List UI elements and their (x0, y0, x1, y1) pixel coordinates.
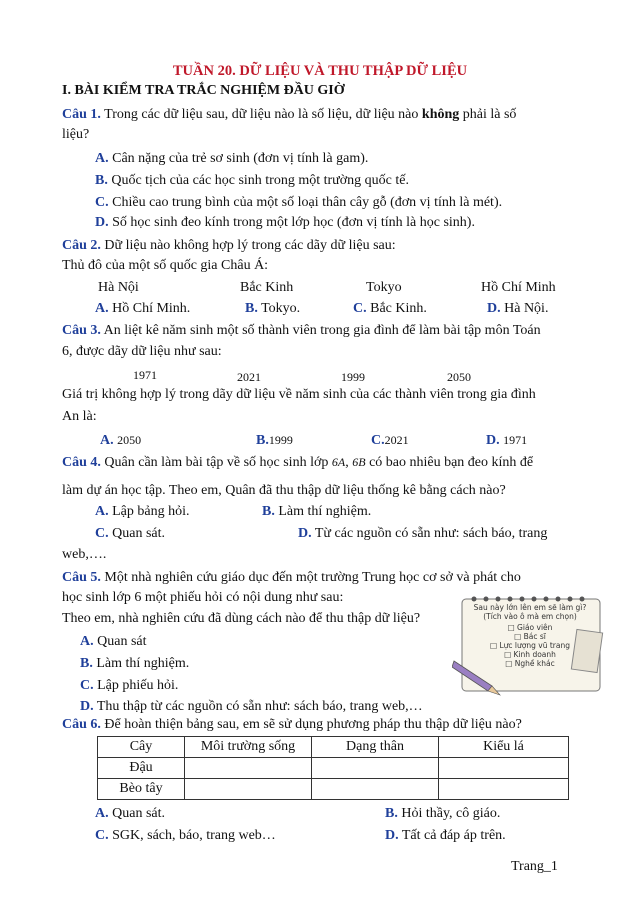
list-item: 1971 (133, 368, 157, 382)
table-row (98, 758, 569, 779)
option: A. Quan sát. (95, 806, 166, 821)
option: B. Quốc tịch của các học sinh trong một trường quốc tế. (95, 173, 409, 188)
note-subtitle: (Tích vào ô mà em chọn) (483, 612, 577, 621)
question-3-cont: Giá trị không hợp lý trong dãy dữ liệu về năm sinh của các thành viên trong gia đình (62, 387, 536, 402)
question-5-cont: học sinh lớp 6 một phiếu hỏi có nội dung như sau: (62, 590, 344, 605)
note-choice: □ Nghề khác (505, 659, 555, 668)
note-title: Sau này lớn lên em sẽ làm gì? (473, 603, 587, 612)
page-number: Trang_1 (511, 859, 558, 874)
table-header: Dạng thân (312, 737, 439, 758)
option: C. Bắc Kinh. (353, 301, 427, 316)
question-3-cont: An là: (62, 409, 97, 424)
question-3-cont: 6, được dãy dữ liệu như sau: (62, 344, 222, 359)
list-item: Bắc Kinh (240, 280, 294, 295)
question-4: Câu 4. Quân cần làm bài tập về số học sinh lớp 6A, 6B có bao nhiêu bạn đeo kính để (62, 455, 534, 470)
option: B. Làm thí nghiệm. (262, 504, 372, 519)
list-item: Tokyo (366, 280, 402, 295)
option: D. 1971 (486, 433, 528, 448)
note-choice: □ Kinh doanh (504, 650, 556, 659)
option-cont: web,…. (62, 547, 107, 562)
option: C. Chiều cao trung bình của một số loại thân cây gỗ (đơn vị tính là mét). (95, 195, 503, 210)
list-item: Hà Nội (98, 280, 139, 295)
question-2-cont: Thủ đô của một số quốc gia Châu Á: (62, 258, 269, 273)
question-5: Câu 5. Một nhà nghiên cứu giáo dục đến một trường Trung học cơ sở và phát cho (62, 570, 521, 585)
table-cell (312, 758, 439, 779)
option: D. Hà Nội. (487, 301, 549, 316)
option: A. Quan sát (80, 634, 147, 649)
note-choice: □ Giáo viên (507, 623, 553, 632)
list-item: 2050 (447, 370, 471, 384)
option: B.1999 (256, 433, 293, 448)
table-header: Môi trường sống (185, 737, 312, 758)
option: A. Lập bảng hỏi. (95, 504, 190, 519)
table-cell (439, 779, 569, 800)
option: C. SGK, sách, báo, trang web… (95, 828, 276, 843)
option: B. Tokyo. (245, 301, 301, 316)
table-cell (185, 779, 312, 800)
option: D. Thu thập từ các nguồn có sẵn như: sách báo, trang web,… (80, 699, 423, 714)
table-cell: Bèo tây (98, 779, 185, 800)
question-1-cont: liệu? (62, 127, 90, 142)
data-table (97, 736, 569, 800)
list-item: Hồ Chí Minh (481, 280, 556, 295)
option: A. Cân nặng của trẻ sơ sinh (đơn vị tính là gam). (95, 151, 369, 166)
table-cell (312, 779, 439, 800)
list-item: 1999 (341, 370, 365, 384)
table-cell (185, 758, 312, 779)
note-choice: □ Lực lượng vũ trang (490, 641, 570, 650)
question-5-cont: Theo em, nhà nghiên cứu đã dùng cách nào để thu thập dữ liệu? (62, 611, 421, 626)
table-cell (439, 758, 569, 779)
table-header: Cây (98, 737, 185, 758)
option: C. Quan sát. (95, 526, 166, 541)
note-choice: □ Bác sĩ (514, 632, 546, 641)
question-2: Câu 2. Dữ liệu nào không hợp lý trong các dãy dữ liệu sau: (62, 238, 396, 253)
option: D. Số học sinh đeo kính trong một lớp học (đơn vị tính là học sinh). (95, 215, 475, 230)
table-cell: Đậu (98, 758, 185, 779)
option: A. Hồ Chí Minh. (95, 301, 191, 316)
table-header-row (98, 737, 569, 758)
option: A. 2050 (100, 433, 142, 448)
option: B. Làm thí nghiệm. (80, 656, 190, 671)
table-header: Kiểu lá (439, 737, 569, 758)
section-heading: I. BÀI KIỂM TRA TRẮC NGHIỆM ĐẦU GIỜ (62, 83, 345, 98)
option: D. Tất cả đáp áp trên. (385, 828, 506, 843)
option: B. Hỏi thầy, cô giáo. (385, 806, 501, 821)
question-1: Câu 1. Trong các dữ liệu sau, dữ liệu nào là số liệu, dữ liệu nào không phải là số (62, 107, 517, 122)
table-row (98, 779, 569, 800)
list-item: 2021 (237, 370, 261, 384)
question-3: Câu 3. An liệt kê năm sinh một số thành viên trong gia đình để làm bài tập môn Toán (62, 323, 541, 338)
option: C.2021 (371, 433, 409, 448)
page-title: TUẦN 20. DỮ LIỆU VÀ THU THẬP DỮ LIỆU (172, 63, 468, 79)
question-4-cont: làm dự án học tập. Theo em, Quân đã thu thập dữ liệu thống kê bằng cách nào? (62, 483, 506, 498)
question-label: Câu 1. (62, 107, 101, 122)
option: C. Lập phiếu hỏi. (80, 678, 179, 693)
option: D. Từ các nguồn có sẵn như: sách báo, trang (298, 526, 548, 541)
question-6: Câu 6. Để hoàn thiện bảng sau, em sẽ sử dụng phương pháp thu thập dữ liệu nào? (62, 717, 522, 732)
